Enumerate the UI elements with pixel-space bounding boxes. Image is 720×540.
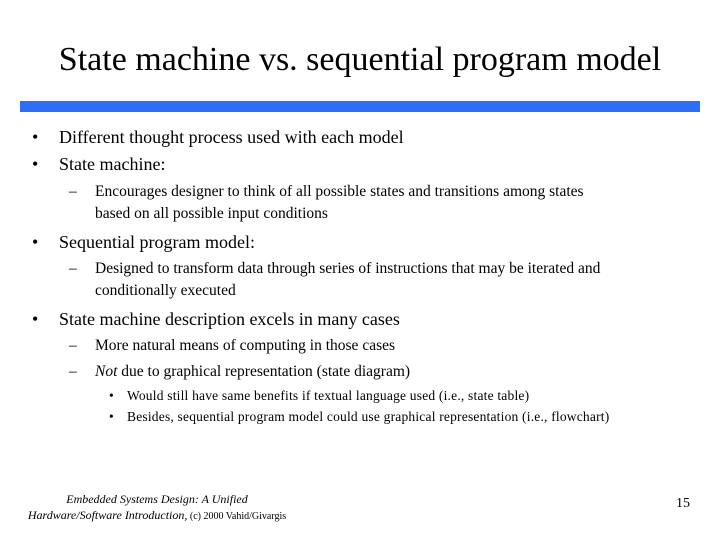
- sub-bullet-text: based on all possible input conditions: [95, 205, 328, 222]
- sub-bullet-text: Designed to transform data through series of instructions that may be iterated and: [95, 260, 601, 277]
- sub-bullet-marker: –: [69, 337, 77, 354]
- sub-bullet-marker: –: [69, 363, 77, 380]
- footer-book-title-part2: Hardware/Software Introduction,: [27, 508, 188, 522]
- sub-bullet-text: More natural means of computing in those cases: [95, 337, 396, 354]
- sub-bullet-text: Encourages designer to think of all possible states and transitions among states: [95, 183, 584, 200]
- footer-book-title-line1: Embedded Systems Design: A Unified: [66, 492, 248, 506]
- bullet-marker: •: [32, 154, 39, 174]
- bullet-text: Sequential program model:: [59, 232, 255, 252]
- page-number: 15: [676, 496, 690, 511]
- bullet-text: Different thought process used with each model: [59, 127, 404, 147]
- slide-title: State machine vs. sequential program model: [58, 41, 662, 78]
- bullet-text: State machine:: [59, 154, 166, 174]
- bullet-marker: •: [32, 309, 39, 329]
- footer-copyright: (c) 2000 Vahid/Givargis: [187, 511, 287, 522]
- sub-bullet-text-rest: due to graphical representation (state diagram): [117, 363, 411, 380]
- bullet-text: State machine description excels in many cases: [59, 309, 400, 329]
- emphasis-not: Not: [95, 363, 118, 380]
- bullet-marker: •: [32, 232, 39, 252]
- detail-bullet-text: Besides, sequential program model could use graphical representation (i.e., flowchart): [127, 409, 610, 424]
- detail-bullet-marker: •: [109, 409, 114, 424]
- bullet-marker: •: [32, 127, 39, 147]
- sub-bullet-text: [95, 361, 410, 383]
- footer-book-citation: [22, 491, 292, 525]
- sub-bullet-marker: –: [69, 260, 77, 277]
- detail-bullet-marker: •: [109, 388, 114, 403]
- footer-book-title-line2: [22, 507, 292, 525]
- sub-bullet-text: conditionally executed: [95, 282, 236, 299]
- sub-bullet-marker: –: [69, 183, 77, 200]
- detail-bullet-text: Would still have same benefits if textual language used (i.e., state table): [127, 388, 530, 403]
